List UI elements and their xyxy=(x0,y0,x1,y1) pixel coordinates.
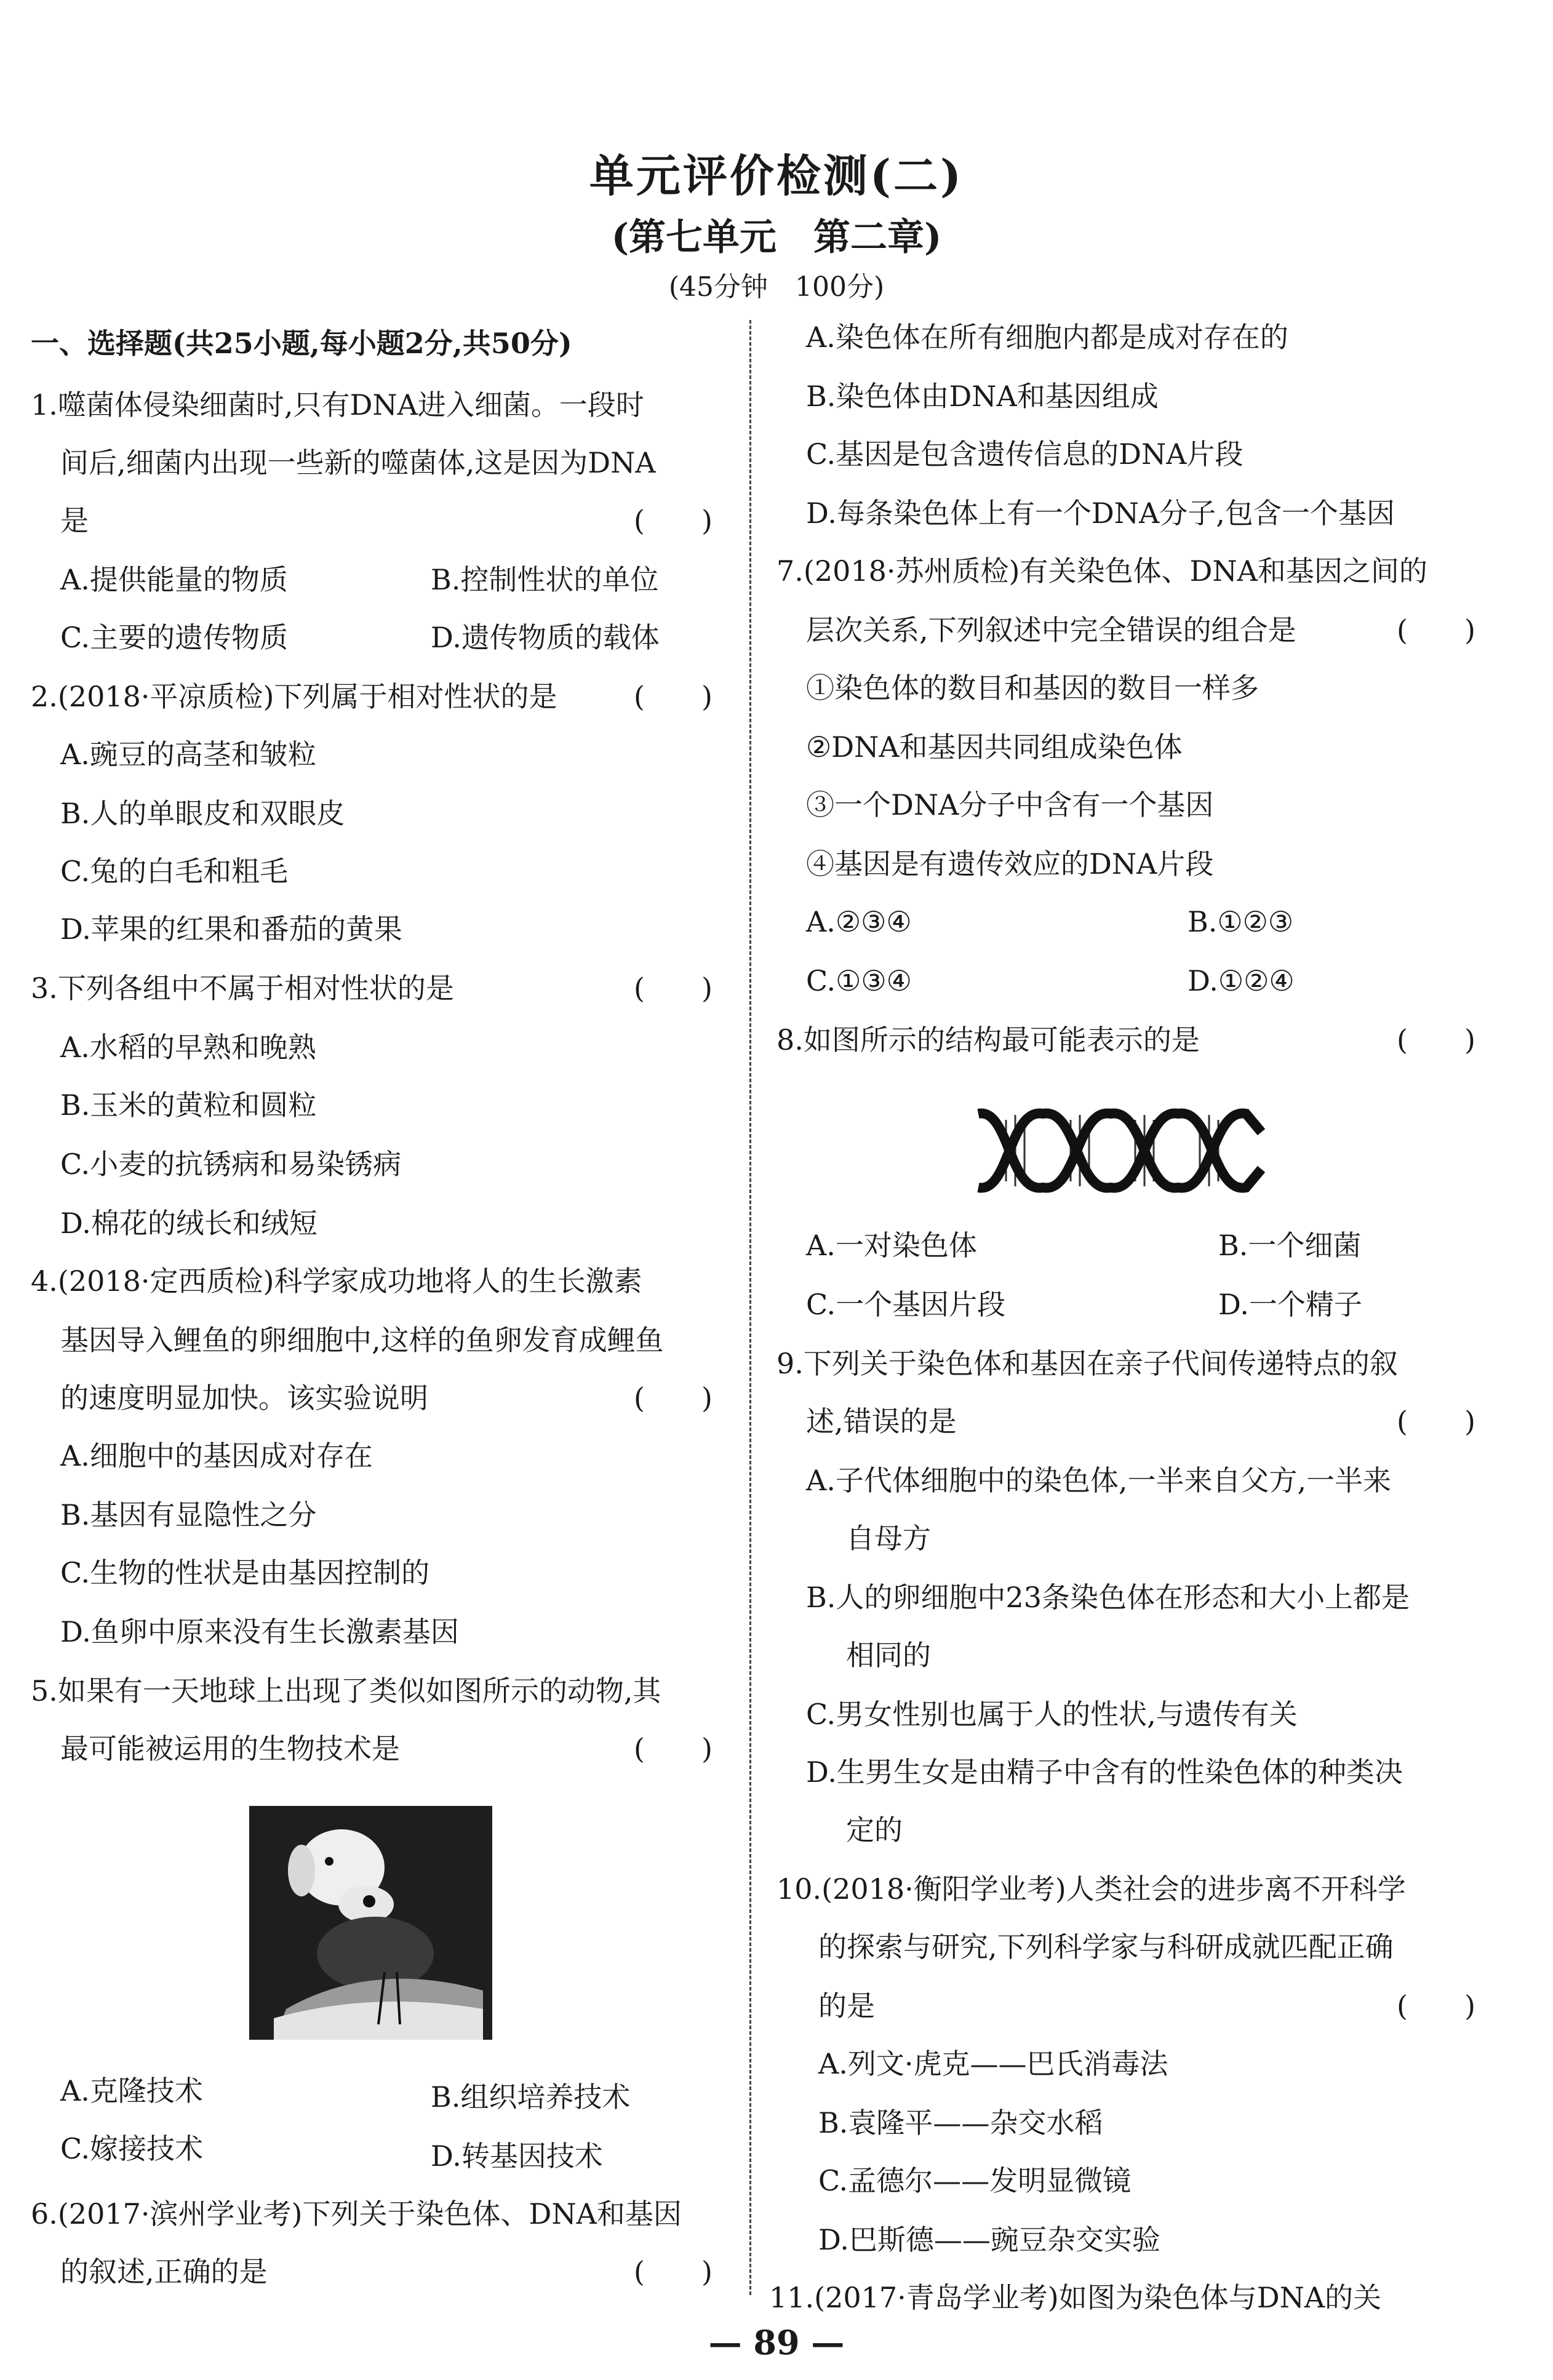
q8-option-d: D.一个精子 xyxy=(1218,1288,1362,1321)
dog-bird-image xyxy=(249,1806,492,2040)
q7-statement-4: ④基因是有遗传效应的DNA片段 xyxy=(806,847,1214,881)
q10-option-b: B.袁隆平——杂交水稻 xyxy=(818,2106,1103,2139)
q4-stem: 基因导入鲤鱼的卵细胞中,这样的鱼卵发育成鲤鱼 xyxy=(60,1324,664,1357)
q7-statement-1: ①染色体的数目和基因的数目一样多 xyxy=(806,671,1259,705)
q5-option-b: B.组织培养技术 xyxy=(431,2080,631,2114)
q5-stem: 最可能被运用的生物技术是 xyxy=(60,1732,400,1765)
q7-statement-3: ③一个DNA分子中含有一个基因 xyxy=(806,788,1214,821)
q1-option-a: A.提供能量的物质 xyxy=(60,563,288,596)
page-title: 单元评价检测(二) xyxy=(589,150,964,202)
q8-option-b: B.一个细菌 xyxy=(1218,1229,1362,1262)
q4-stem: 4.(2018·定西质检)科学家成功地将人的生长激素 xyxy=(31,1264,642,1298)
q9-option-a: A.子代体细胞中的染色体,一半来自父方,一半来 xyxy=(806,1464,1392,1497)
q6-stem: 6.(2017·滨州学业考)下列关于染色体、DNA和基因 xyxy=(31,2197,682,2230)
q6-option-c: C.基因是包含遗传信息的DNA片段 xyxy=(806,437,1244,471)
q4-stem: 的速度明显加快。该实验说明 xyxy=(60,1381,428,1415)
q10-stem: 10.(2018·衡阳学业考)人类社会的进步离不开科学 xyxy=(777,1872,1406,1906)
q9-option-b: B.人的卵细胞中23条染色体在形态和大小上都是 xyxy=(806,1581,1410,1614)
q5-stem: 5.如果有一天地球上出现了类似如图所示的动物,其 xyxy=(31,1674,661,1707)
q9-stem: 述,错误的是 xyxy=(806,1405,957,1438)
q10-option-c: C.孟德尔——发明显微镜 xyxy=(818,2164,1132,2197)
answer-blank[interactable]: ( ) xyxy=(634,1732,713,1765)
q2-option-a: A.豌豆的高茎和皱粒 xyxy=(60,738,316,771)
q2-stem: 2.(2018·平凉质检)下列属于相对性状的是 xyxy=(31,680,557,713)
q1-stem: 是 xyxy=(60,504,89,537)
answer-blank[interactable]: ( ) xyxy=(634,2255,713,2288)
q5-option-d: D.转基因技术 xyxy=(431,2139,603,2173)
q7-statement-2: ②DNA和基因共同组成染色体 xyxy=(806,730,1183,764)
exam-meta: (45分钟 100分) xyxy=(668,271,885,303)
answer-blank[interactable]: ( ) xyxy=(634,972,713,1005)
page-subtitle: (第七单元 第二章) xyxy=(611,216,942,259)
q4-option-b: B.基因有显隐性之分 xyxy=(60,1498,317,1531)
q4-option-a: A.细胞中的基因成对存在 xyxy=(60,1439,373,1472)
q3-option-c: C.小麦的抗锈病和易染锈病 xyxy=(60,1148,402,1181)
answer-blank[interactable]: ( ) xyxy=(1397,1023,1475,1056)
q7-option-b: B.①②③ xyxy=(1188,905,1294,938)
q9-option-d: D.生男生女是由精子中含有的性染色体的种类决 xyxy=(806,1755,1403,1789)
q3-option-d: D.棉花的绒长和绒短 xyxy=(60,1207,317,1240)
q7-stem: 层次关系,下列叙述中完全错误的组合是 xyxy=(806,613,1296,647)
q1-option-d: D.遗传物质的载体 xyxy=(431,621,660,654)
q7-option-a: A.②③④ xyxy=(806,905,912,938)
dna-double-helix-figure xyxy=(972,1095,1268,1206)
q3-option-a: A.水稻的早熟和晚熟 xyxy=(60,1031,316,1064)
q10-option-a: A.列文·虎克——巴氏消毒法 xyxy=(818,2047,1168,2080)
q1-stem: 间后,细菌内出现一些新的噬菌体,这是因为DNA xyxy=(60,446,656,479)
q2-option-c: C.兔的白毛和粗毛 xyxy=(60,855,289,888)
q6-stem: 的叙述,正确的是 xyxy=(60,2255,268,2288)
q4-option-d: D.鱼卵中原来没有生长激素基因 xyxy=(60,1615,459,1648)
q1-option-b: B.控制性状的单位 xyxy=(431,563,659,596)
q6-option-a: A.染色体在所有细胞内都是成对存在的 xyxy=(806,321,1288,354)
q11-stem: 11.(2017·青岛学业考)如图为染色体与DNA的关 xyxy=(769,2281,1382,2314)
q3-stem: 3.下列各组中不属于相对性状的是 xyxy=(31,972,454,1005)
q10-stem: 的探索与研究,下列科学家与科研成就匹配正确 xyxy=(818,1930,1394,1963)
q9-stem: 9.下列关于染色体和基因在亲子代间传递特点的叙 xyxy=(777,1347,1398,1380)
q1-option-c: C.主要的遗传物质 xyxy=(60,621,289,654)
q7-option-d: D.①②④ xyxy=(1188,964,1295,997)
answer-blank[interactable]: ( ) xyxy=(634,680,713,713)
q7-option-c: C.①③④ xyxy=(806,964,912,997)
section-heading: 一、选择题(共25小题,每小题2分,共50分) xyxy=(31,327,572,360)
q9-option-d: 定的 xyxy=(846,1813,903,1847)
q8-stem: 8.如图所示的结构最可能表示的是 xyxy=(777,1023,1200,1056)
q9-option-a: 自母方 xyxy=(846,1522,931,1555)
answer-blank[interactable]: ( ) xyxy=(1397,1405,1475,1438)
answer-blank[interactable]: ( ) xyxy=(634,1381,713,1415)
answer-blank[interactable]: ( ) xyxy=(1397,1989,1475,2023)
q10-stem: 的是 xyxy=(818,1989,875,2023)
answer-blank[interactable]: ( ) xyxy=(1397,613,1475,647)
q9-option-b: 相同的 xyxy=(846,1639,931,1672)
q10-option-d: D.巴斯德——豌豆杂交实验 xyxy=(818,2223,1160,2256)
q8-option-c: C.一个基因片段 xyxy=(806,1288,1006,1321)
q8-option-a: A.一对染色体 xyxy=(806,1229,977,1262)
q6-option-b: B.染色体由DNA和基因组成 xyxy=(806,380,1159,413)
q5-option-c: C.嫁接技术 xyxy=(60,2132,204,2165)
q7-stem: 7.(2018·苏州质检)有关染色体、DNA和基因之间的 xyxy=(777,554,1427,588)
q5-option-a: A.克隆技术 xyxy=(60,2074,203,2107)
q2-option-d: D.苹果的红果和番茄的黄果 xyxy=(60,912,402,946)
q3-option-b: B.玉米的黄粒和圆粒 xyxy=(60,1088,317,1122)
q9-option-c: C.男女性别也属于人的性状,与遗传有关 xyxy=(806,1698,1298,1731)
q2-option-b: B.人的单眼皮和双眼皮 xyxy=(60,797,345,830)
answer-blank[interactable]: ( ) xyxy=(634,504,713,537)
q1-stem: 1.噬菌体侵染细菌时,只有DNA进入细菌。一段时 xyxy=(31,388,644,421)
column-divider xyxy=(749,320,753,2295)
page-number: — 89 — xyxy=(708,2323,845,2362)
q6-option-d: D.每条染色体上有一个DNA分子,包含一个基因 xyxy=(806,497,1395,530)
q4-option-c: C.生物的性状是由基因控制的 xyxy=(60,1556,430,1589)
